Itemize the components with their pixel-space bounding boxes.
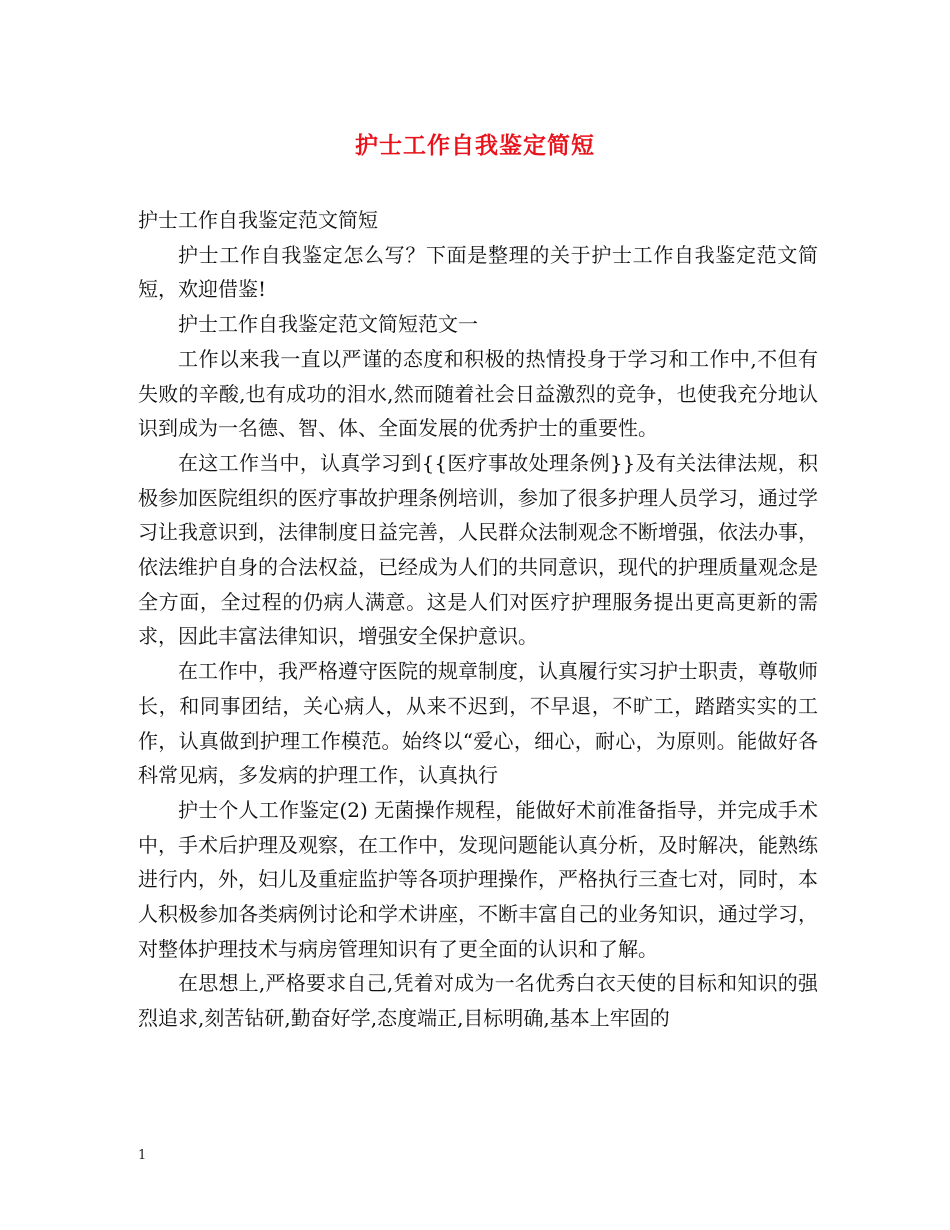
paragraph: 护士工作自我鉴定怎么写？下面是整理的关于护士工作自我鉴定范文简短，欢迎借鉴! xyxy=(138,242,818,302)
subsection-heading: 护士工作自我鉴定范文简短范文一 xyxy=(178,312,478,337)
section-heading: 护士工作自我鉴定范文简短 xyxy=(138,208,378,232)
paragraph: 在思想上,严格要求自己,凭着对成为一名优秀白衣天使的目标和知识的强烈追求,刻苦钻研,勤奋好学,态度端正,目标明确,基本上牢固的 xyxy=(138,971,818,1031)
document-title: 护士工作自我鉴定简短 xyxy=(355,132,595,159)
paragraph: 在这工作当中，认真学习到{{医疗事故处理条例}}及有关法律法规，积极参加医院组织的医疗事故护理条例培训，参加了很多护理人员学习，通过学习让我意识到，法律制度日益完善，人民群众法制观念不断增强，依法办事，依法维护自身的合法权益，已经成为人们的共同意识，现代的护理质量观念是全方面，全过程的仍病人满意。这是人们对医疗护理服务提出更高更新的需求，因此丰富法律知识，增强安全保护意识。 xyxy=(138,450,818,649)
document-body xyxy=(138,203,818,1036)
paragraph: 工作以来我一直以严谨的态度和积极的热情投身于学习和工作中,不但有失败的辛酸,也有成功的泪水,然而随着社会日益激烈的竞争，也使我充分地认识到成为一名德、智、体、全面发展的优秀护士的重要性。 xyxy=(138,346,818,441)
page-number: 1 xyxy=(138,1148,147,1163)
paragraph: 护士个人工作鉴定(2) 无菌操作规程，能做好术前准备指导，并完成手术中，手术后护理及观察，在工作中，发现问题能认真分析，及时解决，能熟练进行内，外，妇儿及重症监护等各项护理操作，严格执行三查七对，同时，本人积极参加各类病例讨论和学术讲座，不断丰富自己的业务知识，通过学习，对整体护理技术与病房管理知识有了更全面的认识和了解。 xyxy=(138,797,818,961)
paragraph: 在工作中，我严格遵守医院的规章制度，认真履行实习护士职责，尊敬师长，和同事团结，关心病人，从来不迟到，不早退，不旷工，踏踏实实的工作，认真做到护理工作模范。始终以“爱心，细心，耐心，为原则。能做好各科常见病，多发病的护理工作，认真执行 xyxy=(138,659,818,788)
